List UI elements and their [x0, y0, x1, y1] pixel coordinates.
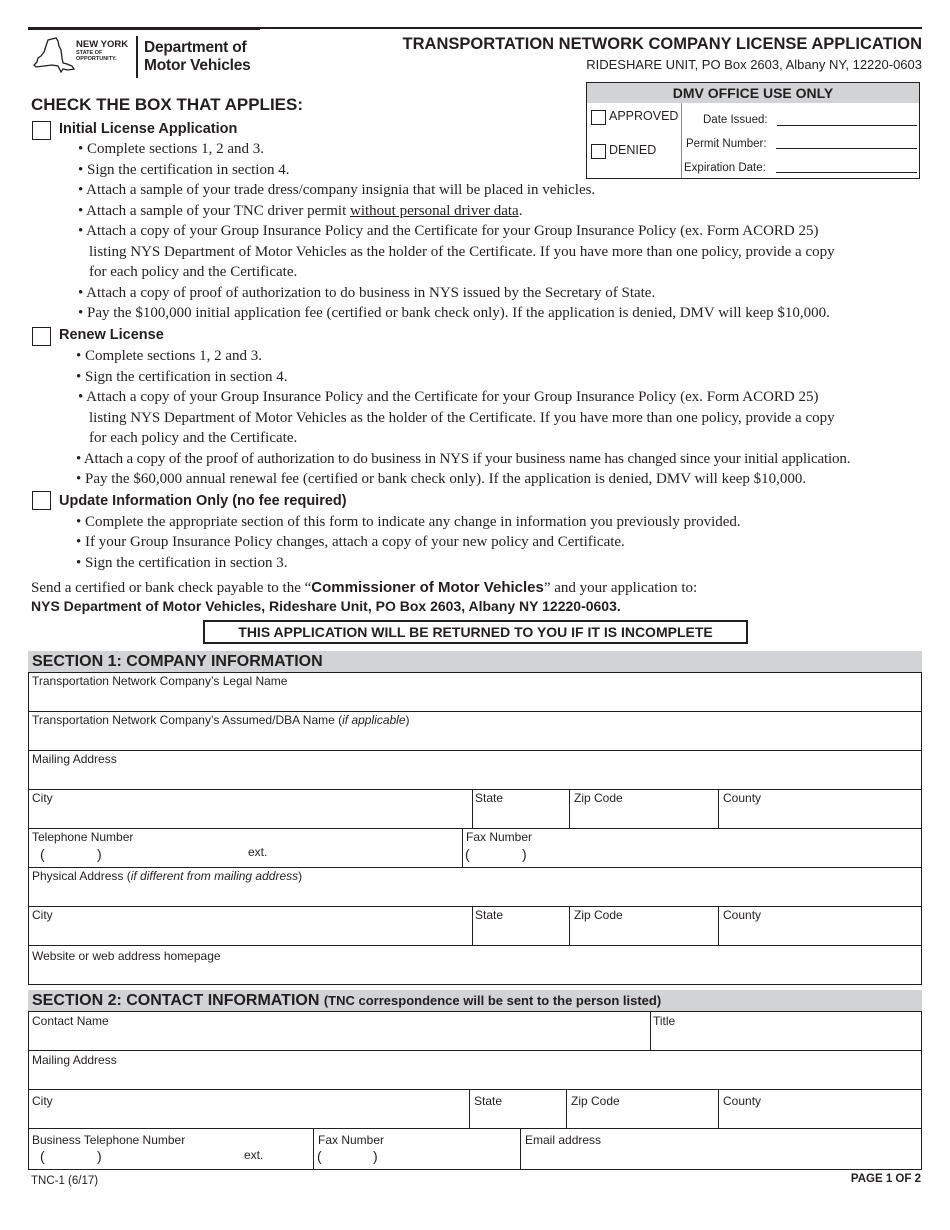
- logo-rule: [28, 27, 260, 30]
- s2-row-line-1: [29, 1050, 921, 1051]
- fax-label: Fax Number: [466, 830, 533, 844]
- contact-title-field[interactable]: [651, 1028, 921, 1049]
- initial-bullet-4-period: .: [518, 203, 523, 219]
- new-york-state-map-icon: [32, 36, 76, 76]
- zip-code-label: Zip Code: [574, 791, 623, 805]
- initial-bullet-4: [78, 201, 522, 221]
- expiration-date-field[interactable]: [776, 172, 917, 173]
- s2-vline-zip-county: [718, 1089, 719, 1128]
- contact-mailing-address-label: Mailing Address: [32, 1053, 117, 1067]
- form-id: TNC-1 (6/17): [31, 1175, 99, 1187]
- city2-label: City: [32, 908, 53, 922]
- send-pre: Send a certified or bank check payable to the “: [31, 580, 312, 596]
- s2-row-line-2: [29, 1089, 921, 1090]
- business-phone-paren-open: (: [40, 1148, 45, 1164]
- section2-subtitle: (TNC correspondence will be sent to the person listed): [323, 993, 662, 1008]
- s1-vline-city2-state2: [472, 906, 473, 945]
- county2-label: County: [723, 908, 762, 922]
- s2-vline-phone-fax: [313, 1128, 314, 1169]
- contact-fax-label: Fax Number: [318, 1133, 385, 1147]
- logo-divider: [136, 36, 138, 78]
- business-phone-label: Business Telephone Number: [32, 1133, 186, 1147]
- s2-vline-city-state: [469, 1089, 470, 1128]
- phone-paren-open: (: [40, 846, 45, 862]
- initial-bullet-3: • Attach a sample of your trade dress/company insignia that will be placed in vehicles.: [78, 182, 596, 198]
- update-bullet-3: • Sign the certification in section 3.: [76, 555, 288, 571]
- initial-bullet-5: • Attach a copy of your Group Insurance Policy and the Certificate for your Group Insurance Policy (ex. Form ACORD 25): [78, 223, 819, 239]
- initial-bullet-7: • Pay the $100,000 initial application fee (certified or bank check only). If the application is denied, DMV will keep $10,000.: [78, 305, 830, 321]
- physical-address-label-pre: Physical Address (: [32, 869, 131, 883]
- form-address: RIDESHARE UNIT, PO Box 2603, Albany NY, 12220-0603: [586, 57, 922, 72]
- s1-row-line-2: [29, 750, 921, 751]
- s1-row-line-3: [29, 789, 921, 790]
- s1-vline-state2-zip2: [569, 906, 570, 945]
- logo-state-of: STATE OF: [76, 50, 103, 56]
- s1-row-line-4: [29, 828, 921, 829]
- dba-name-label-pre: Transportation Network Company’s Assumed/DBA Name (: [32, 713, 343, 727]
- initial-bullet-5-cont-2: for each policy and the Certificate.: [89, 264, 298, 280]
- permit-number-field[interactable]: [776, 148, 917, 149]
- physical-address-label: [32, 869, 302, 883]
- business-phone-ext-label: ext.: [244, 1148, 264, 1162]
- initial-license-title: Initial License Application: [59, 121, 238, 137]
- fax-paren-close: ): [522, 846, 527, 862]
- initial-bullet-2: • Sign the certification in section 4.: [78, 162, 290, 178]
- email-field[interactable]: [521, 1147, 921, 1168]
- dba-name-label-post: ): [405, 713, 410, 727]
- initial-bullet-5-cont-1: listing NYS Department of Motor Vehicles as the holder of the Certificate. If you have more than one policy, provide a copy: [89, 244, 835, 260]
- send-post: ” and your application to:: [543, 580, 698, 596]
- logo-opportunity: OPPORTUNITY.: [76, 56, 117, 62]
- renew-bullet-2: • Sign the certification in section 4.: [76, 369, 288, 385]
- dba-name-label-italic: if applicable: [342, 713, 406, 727]
- legal-name-label: Transportation Network Company’s Legal Name: [32, 674, 288, 688]
- initial-bullet-1: • Complete sections 1, 2 and 3.: [78, 141, 265, 157]
- mailing-address-instructions: NYS Department of Motor Vehicles, Rideshare Unit, PO Box 2603, Albany NY 12220-0603.: [31, 598, 621, 614]
- s1-vline-zip-county: [718, 789, 719, 828]
- approved-checkbox[interactable]: [591, 110, 606, 125]
- payee-name: Commissioner of Motor Vehicles: [311, 579, 544, 596]
- permit-number-label: Permit Number:: [686, 138, 767, 150]
- contact-fax-paren-close: ): [373, 1148, 378, 1164]
- renew-bullet-3-cont-2: for each policy and the Certificate.: [89, 430, 298, 446]
- s1-vline-phone-fax: [462, 828, 463, 867]
- date-issued-field[interactable]: [777, 125, 917, 126]
- contact-state-label: State: [474, 1094, 503, 1108]
- section1-grid: [28, 672, 922, 985]
- s1-vline-zip2-county2: [718, 906, 719, 945]
- form-title: TRANSPORTATION NETWORK COMPANY LICENSE APPLICATION: [402, 35, 922, 53]
- initial-bullet-4-text: • Attach a sample of your TNC driver permit: [78, 203, 350, 219]
- s1-vline-state-zip: [569, 789, 570, 828]
- phone-paren-close: ): [97, 846, 102, 862]
- incomplete-warning: THIS APPLICATION WILL BE RETURNED TO YOU IF IT IS INCOMPLETE: [203, 620, 748, 644]
- contact-county-label: County: [723, 1094, 762, 1108]
- initial-license-checkbox[interactable]: [32, 121, 51, 140]
- s1-row-line-5: [29, 867, 921, 868]
- contact-city-label: City: [32, 1094, 53, 1108]
- physical-address-field[interactable]: [29, 883, 921, 905]
- contact-name-field[interactable]: [29, 1028, 649, 1049]
- renew-license-checkbox[interactable]: [32, 327, 51, 346]
- department-name: [144, 39, 251, 75]
- s1-vline-city-state: [472, 789, 473, 828]
- contact-title-label: Title: [653, 1014, 676, 1028]
- page-number: PAGE 1 OF 2: [850, 1173, 921, 1185]
- dmv-logo: [30, 34, 262, 82]
- s1-row-line-6: [29, 906, 921, 907]
- department-name-line1: Department of: [144, 39, 247, 56]
- section1-heading: SECTION 1: COMPANY INFORMATION: [28, 651, 922, 672]
- s2-row-line-3: [29, 1128, 921, 1129]
- date-issued-label: Date Issued:: [703, 114, 768, 126]
- update-bullet-2: • If your Group Insurance Policy changes, attach a copy of your new policy and Certificate.: [76, 534, 625, 550]
- s1-row-line-1: [29, 711, 921, 712]
- section2-title: SECTION 2: CONTACT INFORMATION: [32, 992, 320, 1009]
- expiration-date-label: Expiration Date:: [684, 162, 766, 174]
- renew-license-title: Renew License: [59, 327, 164, 343]
- section2-heading: [28, 990, 922, 1011]
- contact-zip-label: Zip Code: [571, 1094, 620, 1108]
- initial-bullet-6: • Attach a copy of proof of authorization to do business in NYS issued by the Secretary of State.: [78, 285, 656, 301]
- section2-grid: [28, 1011, 922, 1170]
- renew-bullet-5: • Pay the $60,000 annual renewal fee (certified or bank check only). If the application is denied, DMV will keep $10,000.: [76, 471, 807, 487]
- s1-row-line-7: [29, 945, 921, 946]
- physical-address-label-post: ): [298, 869, 303, 883]
- mailing-address-label: Mailing Address: [32, 752, 117, 766]
- denied-checkbox[interactable]: [591, 144, 606, 159]
- renew-bullet-1: • Complete sections 1, 2 and 3.: [76, 348, 263, 364]
- phone-ext-label: ext.: [248, 845, 268, 859]
- initial-bullet-4-underlined: without personal driver data: [350, 203, 519, 219]
- state-label: State: [475, 791, 504, 805]
- renew-bullet-3-cont-1: listing NYS Department of Motor Vehicles as the holder of the Certificate. If you have more than one policy, provide a copy: [89, 410, 835, 426]
- contact-fax-paren-open: (: [317, 1148, 322, 1164]
- state2-label: State: [475, 908, 504, 922]
- city-label: City: [32, 791, 53, 805]
- denied-label: DENIED: [609, 143, 657, 157]
- check-box-heading: CHECK THE BOX THAT APPLIES:: [31, 95, 304, 114]
- contact-mailing-address-field[interactable]: [29, 1067, 921, 1088]
- physical-address-label-italic: if different from mailing address: [130, 869, 299, 883]
- email-label: Email address: [525, 1133, 602, 1147]
- mailing-address-field[interactable]: [29, 766, 921, 788]
- update-bullet-1: • Complete the appropriate section of this form to indicate any change in information you previously provided.: [76, 514, 741, 530]
- website-label: Website or web address homepage: [32, 949, 221, 963]
- update-info-title: Update Information Only (no fee required): [59, 493, 347, 509]
- logo-new-york: NEW YORK: [76, 39, 129, 50]
- update-info-checkbox[interactable]: [32, 491, 51, 510]
- website-field[interactable]: [29, 963, 921, 984]
- zip-code2-label: Zip Code: [574, 908, 623, 922]
- contact-name-label: Contact Name: [32, 1014, 109, 1028]
- dmv-office-use-box: [586, 82, 920, 179]
- dba-name-label: [32, 713, 410, 727]
- dba-name-field[interactable]: [29, 727, 921, 749]
- renew-bullet-4: • Attach a copy of the proof of authorization to do business in NYS if your business name has changed since your initial application.: [76, 451, 851, 467]
- renew-bullet-3: • Attach a copy of your Group Insurance Policy and the Certificate for your Group Insurance Policy (ex. Form ACORD 25): [78, 389, 819, 405]
- fax-paren-open: (: [465, 846, 470, 862]
- county-label: County: [723, 791, 762, 805]
- telephone-label: Telephone Number: [32, 830, 134, 844]
- department-name-line2: Motor Vehicles: [144, 57, 251, 74]
- business-phone-paren-close: ): [97, 1148, 102, 1164]
- send-instructions: [31, 579, 697, 597]
- approved-label: APPROVED: [609, 109, 679, 123]
- office-use-heading: DMV OFFICE USE ONLY: [587, 83, 919, 103]
- s2-vline-state-zip: [566, 1089, 567, 1128]
- legal-name-field[interactable]: [29, 687, 921, 710]
- office-use-divider: [681, 103, 682, 178]
